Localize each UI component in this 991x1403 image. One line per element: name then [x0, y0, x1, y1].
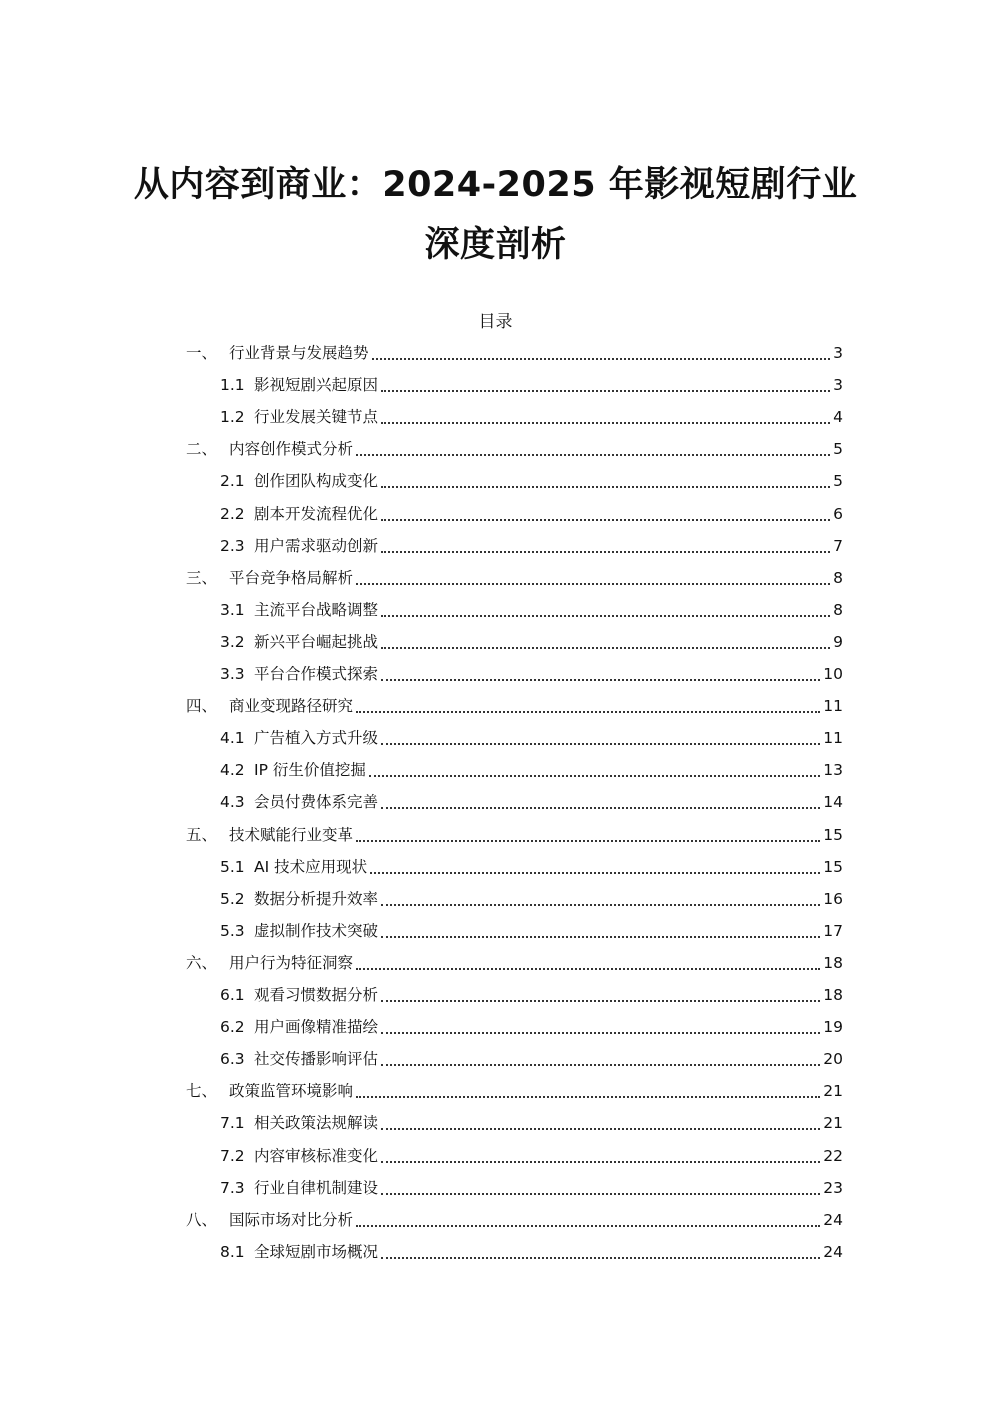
toc-entry-page-number: 9 [833, 632, 843, 651]
toc-chapter-entry[interactable] [186, 690, 843, 722]
toc-section-entry[interactable] [220, 883, 843, 915]
title-line-1: 从内容到商业：2024-2025 年影视短剧行业 [133, 165, 858, 205]
toc-dot-leader [356, 968, 820, 970]
toc-entry-label: 行业发展关键节点 [254, 408, 379, 427]
toc-entry-page-number: 11 [823, 697, 843, 716]
toc-dot-leader [381, 679, 820, 681]
toc-entry-page-number: 19 [823, 1018, 843, 1037]
toc-section-entry[interactable] [220, 530, 843, 562]
toc-dot-leader [381, 390, 830, 392]
toc-entry-label: 平台合作模式探索 [254, 665, 379, 683]
toc-dot-leader [372, 358, 831, 360]
toc-entry-label: 创作团队构成变化 [254, 472, 379, 491]
toc-dot-leader [381, 1128, 820, 1130]
toc-section-entry[interactable] [220, 401, 843, 433]
toc-section-entry[interactable] [220, 626, 843, 658]
toc-entry-number: 五、 [186, 825, 218, 844]
toc-section-entry[interactable] [220, 658, 843, 690]
toc-entry-label: 主流平台战略调整 [254, 600, 379, 619]
toc-section-entry[interactable] [220, 594, 843, 626]
toc-chapter-entry[interactable] [186, 1204, 843, 1236]
toc-dot-leader [356, 583, 830, 585]
toc-entry-page-number: 18 [823, 986, 843, 1004]
toc-section-entry[interactable] [220, 1236, 843, 1268]
toc-entry-number: 6.1 [220, 986, 245, 1004]
toc-entry-number: 二、 [186, 440, 218, 459]
toc-dot-leader [381, 1161, 820, 1163]
toc-section-entry[interactable] [220, 915, 843, 947]
toc-entry-page-number: 20 [823, 1050, 843, 1069]
toc-entry-label: 平台竞争格局解析 [229, 568, 354, 587]
toc-entry-page-number: 21 [823, 1082, 843, 1101]
toc-entry-label: 数据分析提升效率 [254, 889, 379, 908]
toc-entry-page-number: 11 [823, 729, 843, 748]
toc-section-entry[interactable] [220, 1043, 843, 1075]
toc-entry-label: 观看习惯数据分析 [254, 986, 379, 1004]
toc-entry-page-number: 7 [833, 536, 843, 555]
toc-dot-leader [381, 1193, 820, 1195]
toc-dot-leader [381, 615, 830, 617]
toc-chapter-entry[interactable] [186, 337, 843, 369]
toc-dot-leader [370, 872, 820, 874]
toc-chapter-entry[interactable] [186, 1075, 843, 1107]
toc-entry-label: 剧本开发流程优化 [254, 504, 379, 523]
toc-dot-leader [381, 519, 830, 521]
toc-entry-label: 用户行为特征洞察 [229, 953, 354, 972]
toc-entry-page-number: 14 [823, 793, 843, 812]
toc-entry-page-number: 24 [823, 1210, 843, 1229]
toc-entry-number: 2.1 [220, 472, 245, 491]
toc-section-entry[interactable] [220, 1011, 843, 1043]
toc-chapter-entry[interactable] [186, 947, 843, 979]
toc-entry-page-number: 3 [833, 376, 843, 395]
toc-entry-number: 3.1 [220, 600, 245, 619]
toc-entry-number: 5.2 [220, 889, 245, 908]
toc-entry-label: 行业背景与发展趋势 [229, 344, 369, 362]
toc-dot-leader [356, 1225, 820, 1227]
toc-entry-number: 七、 [186, 1082, 218, 1101]
toc-entry-label: 内容审核标准变化 [254, 1146, 379, 1165]
toc-entry-label: 国际市场对比分析 [229, 1210, 354, 1229]
toc-dot-leader [381, 1064, 820, 1066]
toc-entry-label: 行业自律机制建设 [254, 1178, 379, 1197]
toc-entry-number: 3.2 [220, 632, 245, 651]
toc-entry-page-number: 17 [823, 921, 843, 940]
toc-dot-leader [369, 775, 820, 777]
toc-entry-number: 6.2 [220, 1018, 245, 1037]
toc-entry-label: IP 衍生价值挖掘 [254, 761, 366, 780]
toc-entry-page-number: 5 [833, 440, 843, 459]
toc-entry-number: 4.1 [220, 729, 245, 748]
toc-entry-number: 7.2 [220, 1146, 245, 1165]
toc-section-entry[interactable] [220, 786, 843, 818]
toc-section-entry[interactable] [220, 722, 843, 754]
toc-section-entry[interactable] [220, 754, 843, 786]
toc-entry-page-number: 16 [823, 889, 843, 908]
toc-dot-leader [381, 807, 820, 809]
toc-dot-leader [356, 840, 820, 842]
toc-entry-number: 2.3 [220, 536, 245, 555]
toc-entry-page-number: 6 [833, 504, 843, 523]
toc-section-entry[interactable] [220, 851, 843, 883]
toc-entry-page-number: 8 [833, 568, 843, 587]
toc-entry-page-number: 15 [823, 857, 843, 876]
toc-entry-number: 5.3 [220, 921, 245, 940]
toc-dot-leader [381, 904, 820, 906]
toc-dot-leader [356, 1096, 820, 1098]
toc-entry-page-number: 4 [833, 408, 843, 427]
toc-section-entry[interactable] [220, 1107, 843, 1139]
toc-dot-leader [381, 743, 820, 745]
toc-entry-number: 4.3 [220, 793, 245, 812]
toc-entry-label: 社交传播影响评估 [254, 1050, 379, 1069]
toc-dot-leader [381, 1000, 820, 1002]
toc-entry-page-number: 24 [823, 1242, 843, 1261]
toc-entry-number: 5.1 [220, 857, 245, 876]
toc-entry-number: 3.3 [220, 665, 245, 683]
toc-entry-label: 新兴平台崛起挑战 [254, 632, 379, 651]
toc-heading: 目录 [478, 312, 513, 332]
toc-dot-leader [356, 454, 830, 456]
toc-chapter-entry[interactable] [186, 819, 843, 851]
toc-entry-page-number: 18 [823, 953, 843, 972]
toc-chapter-entry[interactable] [186, 562, 843, 594]
toc-section-entry[interactable] [220, 1172, 843, 1204]
toc-entry-label: 技术赋能行业变革 [229, 825, 354, 844]
toc-dot-leader [356, 711, 820, 713]
toc-dot-leader [381, 1257, 820, 1259]
toc-entry-number: 八、 [186, 1210, 218, 1229]
toc-entry-label: 商业变现路径研究 [229, 697, 354, 716]
toc-dot-leader [381, 1032, 820, 1034]
toc-entry-number: 7.1 [220, 1114, 245, 1133]
toc-entry-page-number: 13 [823, 761, 843, 780]
toc-entry-label: 会员付费体系完善 [254, 793, 379, 812]
toc-entry-number: 六、 [186, 953, 218, 972]
toc-section-entry[interactable] [220, 979, 843, 1011]
toc-entry-number: 四、 [186, 697, 218, 716]
toc-dot-leader [381, 647, 830, 649]
toc-entry-number: 一、 [186, 344, 218, 362]
toc-entry-page-number: 15 [823, 825, 843, 844]
toc-entry-number: 7.3 [220, 1178, 245, 1197]
toc-entry-number: 2.2 [220, 504, 245, 523]
toc-entry-number: 1.1 [220, 376, 245, 395]
title-line-2: 深度剖析 [424, 225, 567, 265]
toc-chapter-entry[interactable] [186, 433, 843, 465]
toc-entry-label: 用户画像精准描绘 [254, 1018, 379, 1037]
toc-entry-label: 政策监管环境影响 [229, 1082, 354, 1101]
toc-section-entry[interactable] [220, 498, 843, 530]
toc-entry-label: 全球短剧市场概况 [254, 1242, 379, 1261]
toc-entry-label: 内容创作模式分析 [229, 440, 354, 459]
toc-entry-page-number: 21 [823, 1114, 843, 1133]
toc-entry-number: 4.2 [220, 761, 245, 780]
toc-entry-label: AI 技术应用现状 [254, 857, 368, 876]
toc-entry-page-number: 22 [823, 1146, 843, 1165]
toc-section-entry[interactable] [220, 369, 843, 401]
toc-entry-page-number: 23 [823, 1178, 843, 1197]
toc-entry-label: 虚拟制作技术突破 [254, 921, 379, 940]
toc-entry-number: 8.1 [220, 1242, 245, 1261]
toc-entry-page-number: 5 [833, 472, 843, 491]
toc-entry-page-number: 8 [833, 600, 843, 619]
toc-dot-leader [381, 936, 820, 938]
toc-dot-leader [381, 486, 830, 488]
toc-entry-label: 广告植入方式升级 [254, 729, 379, 748]
toc-entry-number: 1.2 [220, 408, 245, 427]
toc-entry-page-number: 10 [823, 665, 843, 683]
toc-section-entry[interactable] [220, 1140, 843, 1172]
toc-entry-number: 6.3 [220, 1050, 245, 1069]
document-title [0, 155, 991, 275]
toc-entry-number: 三、 [186, 568, 218, 587]
toc-entry-page-number: 3 [833, 344, 843, 362]
toc-dot-leader [381, 422, 830, 424]
toc-entry-label: 用户需求驱动创新 [254, 536, 379, 555]
toc-entry-label: 相关政策法规解读 [254, 1114, 379, 1133]
toc-dot-leader [381, 551, 830, 553]
toc-entry-label: 影视短剧兴起原因 [254, 376, 379, 395]
toc-section-entry[interactable] [220, 465, 843, 497]
